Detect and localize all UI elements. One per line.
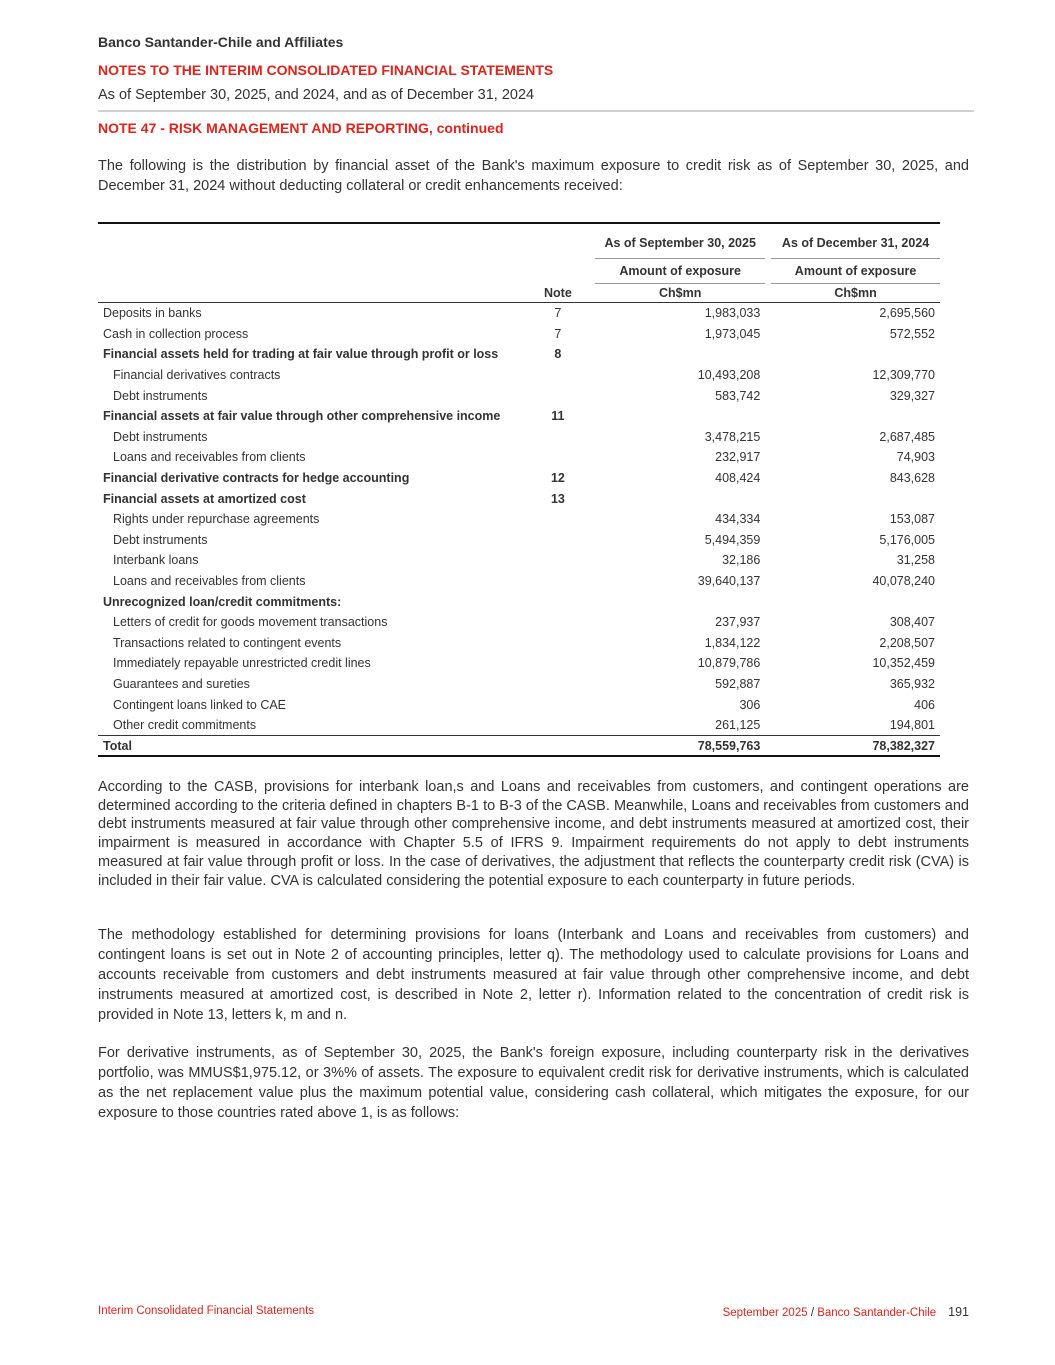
company-name: Banco Santander-Chile and Affiliates: [98, 34, 344, 50]
total-2024: 78,382,327: [771, 736, 940, 757]
paragraph-provisions: According to the CASB, provisions for interbank loan,s and Loans and receivables from customers, and contingent operations are determined according to the criteria defined in chapters B-1 to B-3 of the CASB. Meanwhile, Loans and receivables from customers and debt instruments measured at fair value through other comprehensive income, and debt instruments measured at amortized cost, their impairment is measured in accordance with Chapter 5.5 of IFRS 9. Impairment requirements do not apply to debt instruments measured at fair value through profit or loss. In the case of derivatives, the adjustment that reflects the counterparty credit risk (CVA) is included in their fair value. CVA is calculated considering the potential exposure to each counterparty in future periods.: [98, 779, 969, 889]
col-amount-2024: Amount of exposure: [771, 259, 940, 284]
table-section-row: Financial assets held for trading at fair value through profit or loss 8: [103, 347, 562, 362]
total-label: Total: [98, 736, 527, 757]
note-title: NOTE 47 - RISK MANAGEMENT AND REPORTING, continued: [98, 120, 504, 136]
table-header-unit-row: [98, 284, 940, 303]
table-section-row: Unrecognized loan/credit commitments:: [103, 594, 342, 609]
table-section-row: Financial assets at fair value through other comprehensive income 11: [103, 409, 565, 424]
period-subtitle: As of September 30, 2025, and 2024, and as of December 31, 2024: [98, 87, 535, 103]
table-row: Loans and receivables from clients 39,640,137 40,078,240: [113, 574, 935, 589]
header-divider: [98, 110, 974, 112]
notes-title: NOTES TO THE INTERIM CONSOLIDATED FINANCIAL STATEMENTS: [98, 62, 554, 78]
table-row: Interbank loans 32,186 31,258: [113, 553, 935, 568]
table-row: Debt instruments 5,494,359 5,176,005: [113, 532, 935, 547]
col-period-2025: As of September 30, 2025: [595, 223, 765, 259]
table-row: Other credit commitments 261,125 194,801: [113, 718, 935, 733]
credit-exposure-table: [98, 222, 940, 757]
footer-date: September 2025: [722, 1307, 808, 1319]
col-amount-2025: Amount of exposure: [595, 259, 765, 284]
paragraph-methodology: The methodology established for determining provisions for loans (Interbank and Loans and receivables from customers) and contingent loans is set out in Note 2 of accounting principles, letter q). The methodology used to calculate provisions for Loans and accounts receivable from customers and debt instruments measured at fair value through other comprehensive income, and debt instruments measured at amortized cost, is described in Note 2, letter r). Information related to the concentration of credit risk is provided in Note 13, letters k, m and n.: [98, 927, 969, 1023]
footer-bank: Banco Santander-Chile: [817, 1307, 937, 1319]
table-total-row: [98, 736, 940, 757]
table-row: Financial derivatives contracts 10,493,208 12,309,770: [113, 368, 935, 383]
col-unit-2025: Ch$mn: [595, 284, 765, 303]
table-row: Rights under repurchase agreements 434,334 153,087: [113, 512, 935, 527]
table-row: Debt instruments 583,742 329,327: [113, 388, 935, 403]
table-row: Immediately repayable unrestricted credit lines 10,879,786 10,352,459: [113, 656, 935, 671]
intro-paragraph: The following is the distribution by financial asset of the Bank's maximum exposure to credit risk as of September 30, 2025, and December 31, 2024 without deducting collateral or credit enhancements received:: [98, 158, 969, 194]
table-row: Debt instruments 3,478,215 2,687,485: [113, 429, 935, 444]
footer-separator: /: [807, 1307, 818, 1319]
table-row: Contingent loans linked to CAE 306 406: [113, 697, 935, 712]
paragraph-derivatives: For derivative instruments, as of September 30, 2025, the Bank's foreign exposure, including counterparty risk in the derivatives portfolio, was MMUS$1,975.12, or 3%% of assets. The exposure to equivalent credit risk for derivative instruments, which is calculated as the net replacement value plus the maximum potential value, considering cash collateral, which mitigates the exposure, for our exposure to those countries rated above 1, is as follows:: [98, 1045, 969, 1121]
table-row: Transactions related to contingent events 1,834,122 2,208,507: [113, 635, 935, 650]
col-period-2024: As of December 31, 2024: [771, 223, 940, 259]
col-note: Note: [527, 284, 590, 303]
total-2025: 78,559,763: [595, 736, 765, 757]
table-row: Loans and receivables from clients 232,917 74,903: [113, 450, 935, 465]
table-section-row: Financial derivative contracts for hedge accounting 12 408,424 843,628: [103, 471, 935, 486]
footer-document-title: Interim Consolidated Financial Statements: [98, 1305, 315, 1317]
footer-right: [723, 1305, 969, 1319]
table-header-amount-row: [98, 259, 940, 284]
page-number: 191: [948, 1305, 969, 1319]
col-unit-2024: Ch$mn: [771, 284, 940, 303]
table-row: Deposits in banks 7 1,983,033 2,695,560: [103, 306, 935, 321]
table-section-row: Financial assets at amortized cost 13: [103, 491, 565, 506]
table-header-period-row: [98, 223, 940, 259]
table-row: Guarantees and sureties 592,887 365,932: [113, 676, 935, 691]
table-row: Letters of credit for goods movement transactions 237,937 308,407: [113, 615, 935, 630]
table-row: Cash in collection process 7 1,973,045 572,552: [103, 326, 935, 341]
